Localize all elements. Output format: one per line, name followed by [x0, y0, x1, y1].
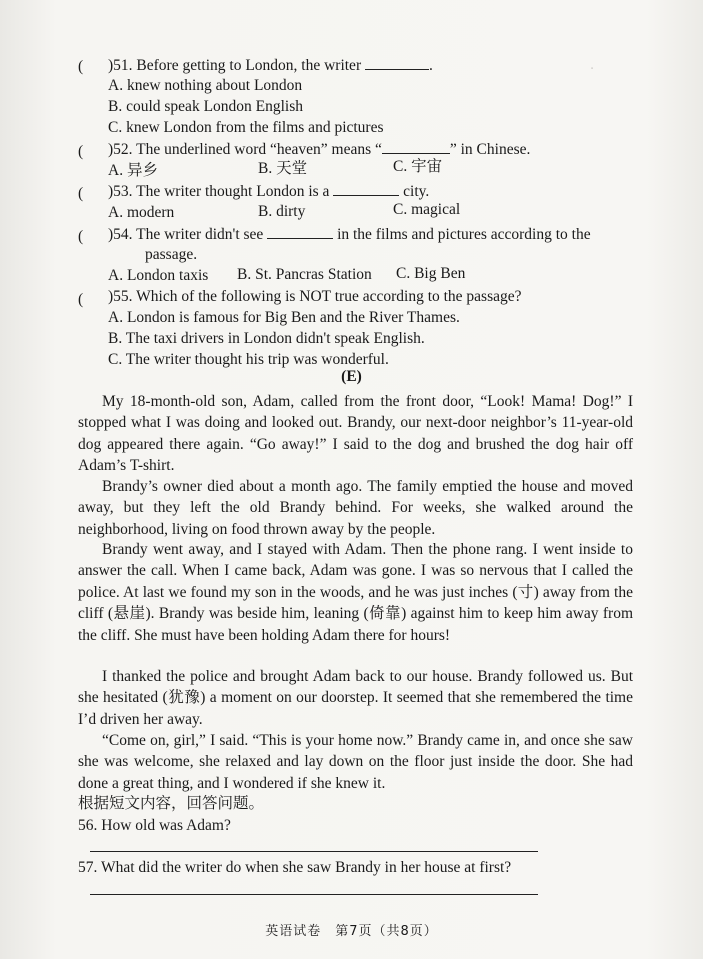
passage-paragraph-5-text: “Come on, girl,” I said. “This is your home now.” Brandy came in, and once she saw she was welcome, she relaxed and lay down on the floor just inside the door. She had done a great thing, and I wondered if she knew it. [78, 732, 633, 792]
q55-option-a: A. London is famous for Big Ben and the River Thames. [108, 309, 460, 326]
question-53-blank[interactable] [333, 181, 399, 196]
question-53-stem: )53. The writer thought London is a [108, 183, 330, 200]
question-51 [108, 55, 433, 76]
question-54-continuation: passage. [145, 246, 198, 263]
passage-paragraph-3-text: Brandy went away, and I stayed with Adam. Then the phone rang. I went inside to answer the call. When I came back, Adam was gone. I was so nervous that I called the police. At last we found my son in the woods, and he was just inches (寸) away from the cliff (悬崖). Brandy was beside him, leaning (倚靠) against him to keep him away from the cliff. She must have been holding Adam there for hours! [78, 541, 633, 644]
section-title: (E) [341, 368, 362, 385]
q53-option-a: A. modern [108, 204, 175, 221]
question-53 [108, 181, 429, 202]
q51-option-b: B. could speak London English [108, 98, 304, 115]
answer-bracket-55[interactable]: ( [78, 291, 84, 308]
passage-paragraph-4-text: I thanked the police and brought Adam back to our house. Brandy followed us. But she hesitated (犹豫) a moment on our doorstep. It seemed that she remembered the time I’d driven her away. [78, 668, 633, 728]
passage-paragraph-3 [78, 539, 633, 646]
bleed-through-text: · [590, 62, 595, 77]
q55-option-b: B. The taxi drivers in London didn't speak English. [108, 330, 425, 347]
question-55: )55. Which of the following is NOT true according to the passage? [108, 288, 522, 305]
question-51-blank[interactable] [365, 55, 429, 70]
q53-option-b: B. dirty [258, 203, 306, 220]
answer-bracket-53[interactable]: ( [78, 185, 84, 202]
q53-option-c: C. magical [393, 201, 461, 218]
q51-option-c: C. knew London from the films and pictures [108, 119, 384, 136]
passage-paragraph-2-text: Brandy’s owner died about a month ago. The family emptied the house and moved away, but they left the old Brandy behind. For weeks, she walked around the neighborhood, living on food thrown away by the people. [78, 478, 633, 538]
answer-bracket-54[interactable]: ( [78, 228, 84, 245]
question-51-tail: . [428, 57, 433, 74]
passage-paragraph-2 [78, 476, 633, 540]
open-question-57: 57. What did the writer do when she saw Brandy in her house at first? [78, 859, 512, 876]
answer-bracket-51[interactable]: ( [78, 58, 84, 75]
passage-paragraph-1 [78, 391, 633, 477]
instruction: 根据短文内容，回答问题。 [78, 795, 265, 812]
question-53-tail: city. [403, 183, 430, 200]
answer-line-57[interactable] [90, 894, 538, 895]
question-52-tail: ” in Chinese. [449, 141, 531, 158]
question-52-stem: )52. The underlined word “heaven” means “ [108, 141, 382, 158]
question-54-stem: )54. The writer didn't see [108, 226, 264, 243]
answer-bracket-52[interactable]: ( [78, 143, 84, 160]
passage-paragraph-4 [78, 666, 633, 730]
answer-line-56[interactable] [90, 851, 538, 852]
q52-option-c: C. 宇宙 [393, 158, 443, 175]
open-question-56: 56. How old was Adam? [78, 817, 231, 834]
question-54-blank[interactable] [267, 224, 333, 239]
q52-option-b: B. 天堂 [258, 160, 308, 177]
question-54-tail: in the films and pictures according to the [337, 226, 591, 243]
question-54 [108, 224, 591, 245]
q51-option-a: A. knew nothing about London [108, 77, 303, 94]
q52-option-a: A. 异乡 [108, 162, 158, 179]
passage-paragraph-1-text: My 18-month-old son, Adam, called from the front door, “Look! Mama! Dog!” I stopped what I was doing and looked out. Brandy, our next-door neighbor’s 11-year-old dog appeared there again. “Go away!” I said to the dog and brushed the dog hair off Adam’s T-shirt. [78, 393, 633, 475]
question-52 [108, 139, 530, 160]
page-footer: 英语试卷 第7页（共8页） [265, 924, 438, 939]
q54-option-b: B. St. Pancras Station [237, 266, 372, 283]
q54-option-a: A. London taxis [108, 267, 209, 284]
q54-option-c: C. Big Ben [396, 265, 466, 282]
passage-paragraph-5 [78, 730, 633, 794]
question-51-stem: )51. Before getting to London, the writer [108, 57, 362, 74]
q55-option-c: C. The writer thought his trip was wonderful. [108, 351, 389, 368]
question-52-blank[interactable] [382, 139, 450, 154]
